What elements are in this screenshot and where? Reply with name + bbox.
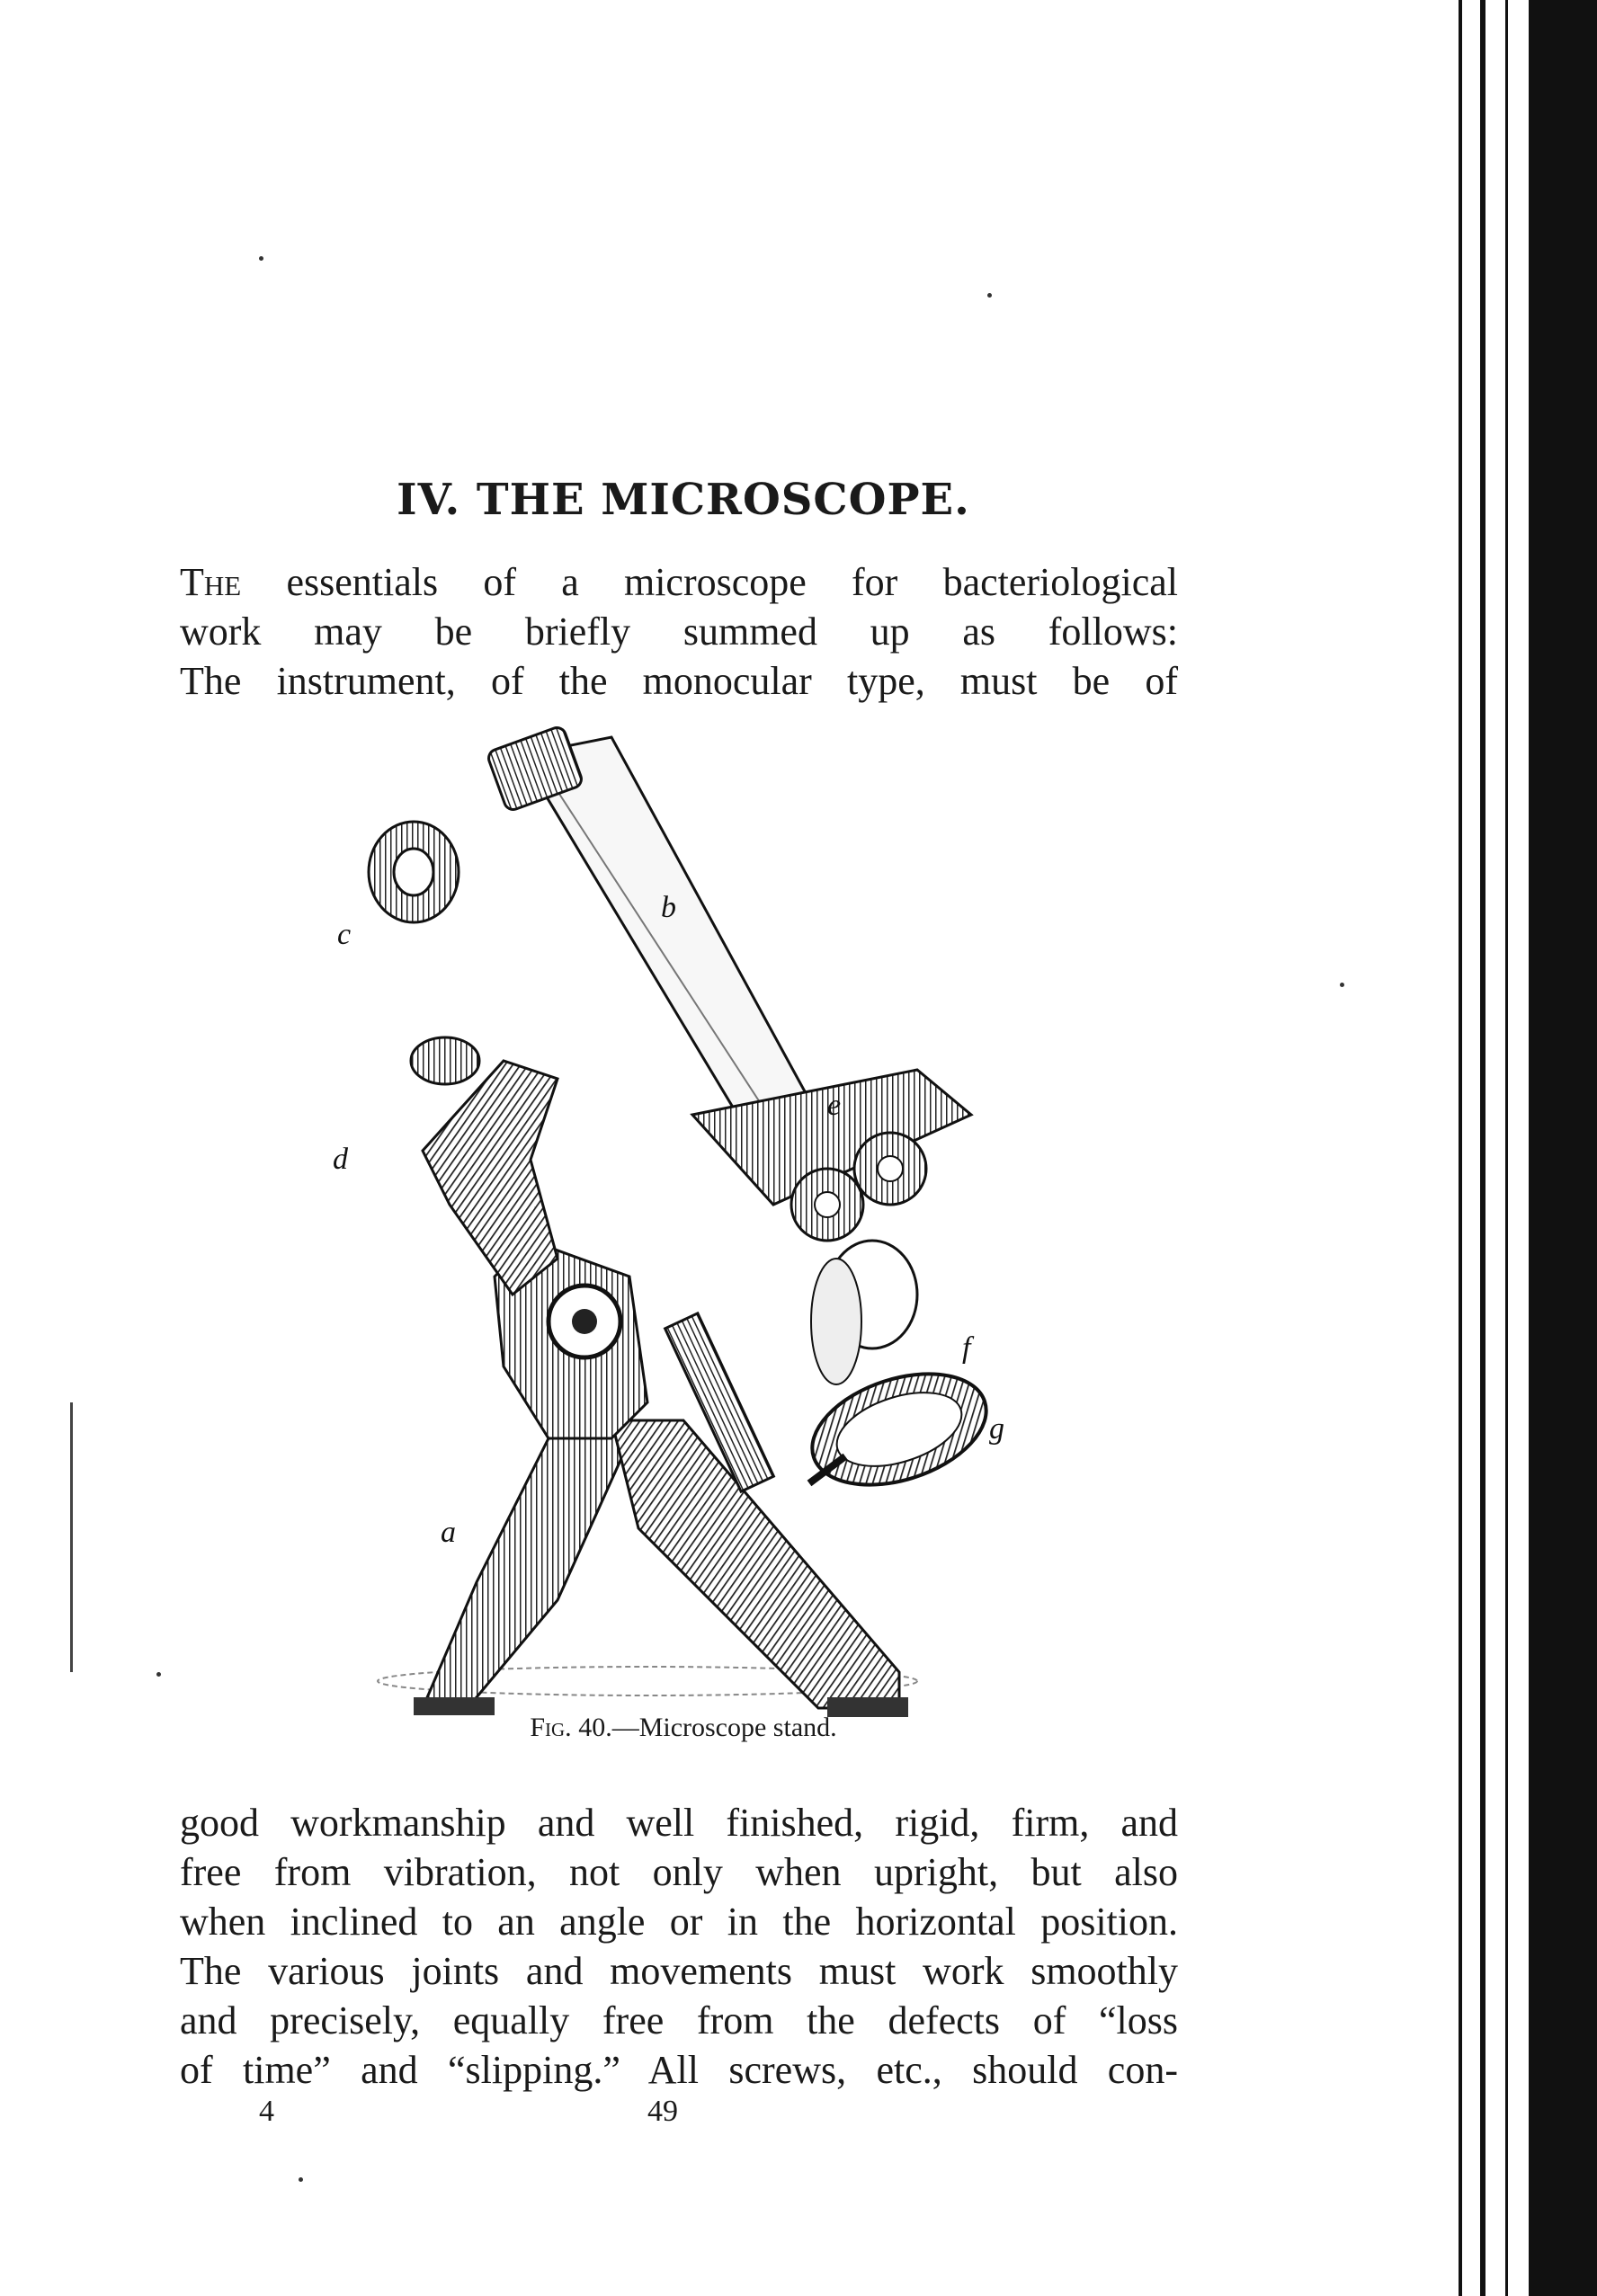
label-a: a (441, 1516, 456, 1549)
microscope-illustration (333, 737, 1007, 1726)
speck (299, 2177, 303, 2182)
label-c: c (337, 918, 352, 951)
chapter-heading: IV. THE MICROSCOPE. (397, 475, 970, 525)
text-line: The various joints and movements must work smoothly (180, 1949, 1178, 1993)
text-line: work may be briefly summed up as follows: (180, 610, 1178, 654)
text-line: and precisely, equally free from the defects of “loss (180, 1998, 1178, 2042)
text-line: free from vibration, not only when upright, but also (180, 1850, 1178, 1894)
microscope-drawing (333, 737, 1007, 1726)
label-g: g (989, 1412, 1004, 1446)
page-number: 49 (647, 2095, 678, 2128)
speck (987, 293, 992, 298)
text-line: The instrument, of the monocular type, must be of (180, 659, 1178, 703)
speck (1340, 983, 1344, 987)
paragraph-intro (180, 557, 1178, 706)
label-f: f (962, 1331, 971, 1365)
figure-caption: Fig. 40.—Microscope stand. (530, 1713, 837, 1742)
speck (259, 256, 263, 261)
book-binding-edge (1453, 0, 1597, 2296)
signature-mark: 4 (259, 2095, 274, 2128)
text-line: when inclined to an angle or in the horizontal position. (180, 1900, 1178, 1944)
margin-mark (70, 1402, 73, 1672)
text-line: of time” and “slipping.” All screws, etc., should con- (180, 2048, 1178, 2092)
speck (156, 1672, 161, 1677)
paragraph-body (180, 1798, 1178, 2095)
text-line: The essentials of a microscope for bacteriological (180, 560, 1178, 604)
text-line: good workmanship and well finished, rigid, firm, and (180, 1801, 1178, 1845)
label-d: d (333, 1143, 348, 1176)
label-b: b (661, 891, 676, 924)
label-e: e (827, 1089, 842, 1122)
